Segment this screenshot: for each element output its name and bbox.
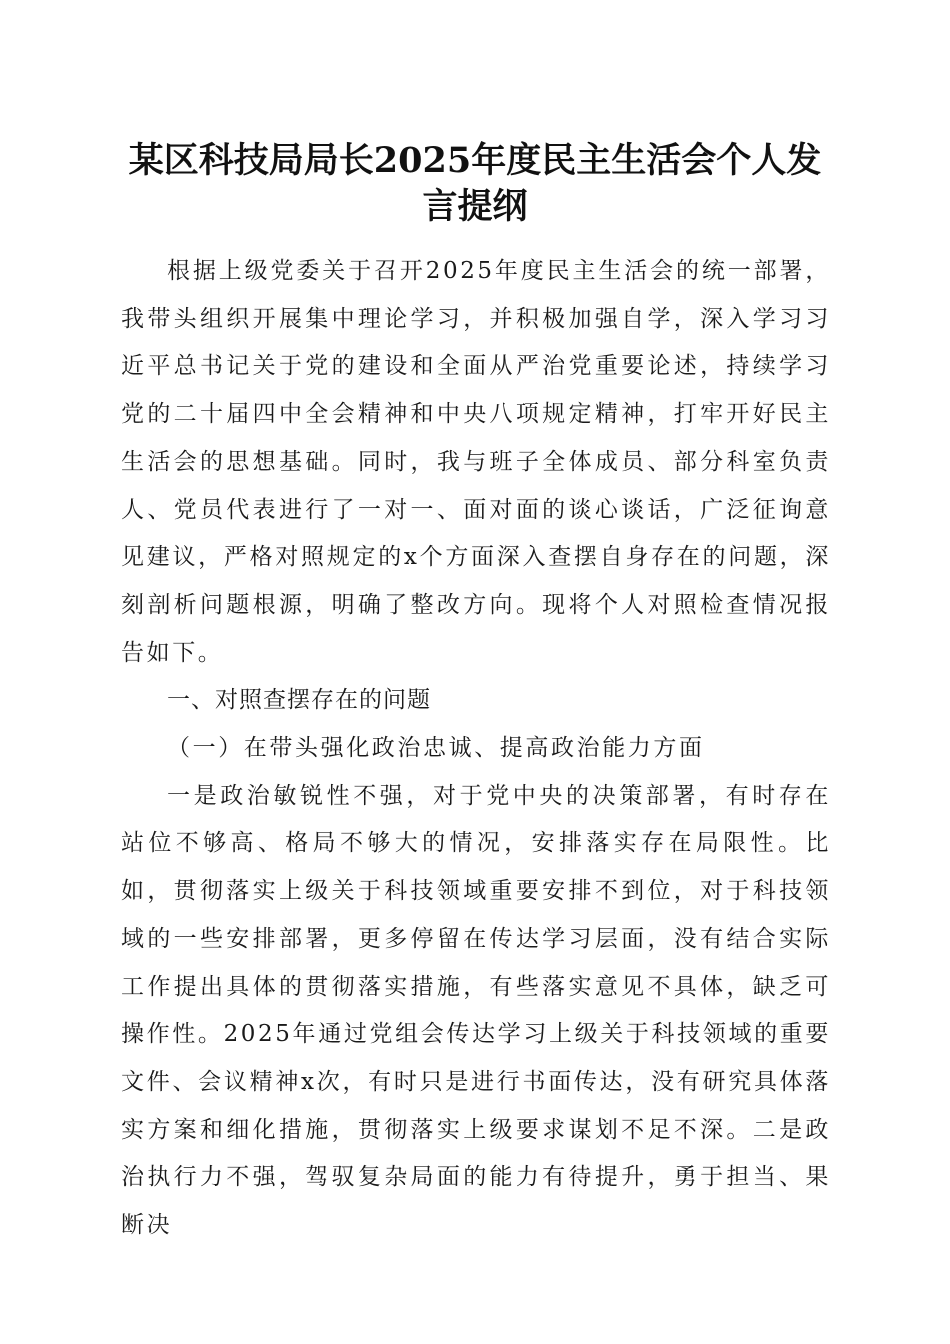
section-heading-1: 一、对照查摆存在的问题 xyxy=(167,687,431,714)
subsection-heading-1: （一）在带头强化政治忠诚、提高政治能力方面 xyxy=(167,735,705,762)
document-title: 某区科技局局长2025年度民主生活会个人发言提纲 xyxy=(128,140,822,227)
body-paragraph: 一是政治敏锐性不强，对于党中央的决策部署，有时存在站位不够高、格局不够大的情况，安排落实存在局限性。比如，贯彻落实上级关于科技领域重要安排不到位，对于科技领域的一些安排部署，更多停留在传达学习层面，没有结合实际工作提出具体的贯彻落实措施，有些落实意见不具体，缺乏可操作性。2025年通过党组会传达学习上级关于科技领域的重要文件、会议精神x次，有时只是进行书面传达，没有研究具体落实方案和细化措施，贯彻落实上级要求谋划不足不深。二是政治执行力不强，驾驭复杂局面的能力有待提升，勇于担当、果断决 xyxy=(121,782,831,1239)
document-body xyxy=(121,248,831,1250)
intro-paragraph: 根据上级党委关于召开2025年度民主生活会的统一部署，我带头组织开展集中理论学习，并积极加强自学，深入学习习近平总书记关于党的建设和全面从严治党重要论述，持续学习党的二十届四中全会精神和中央八项规定精神，打牢开好民主生活会的思想基础。同时，我与班子全体成员、部分科室负责人、党员代表进行了一对一、面对面的谈心谈话，广泛征询意见建议，严格对照规定的x个方面深入查摆自身存在的问题，深刻剖析问题根源，明确了整改方向。现将个人对照检查情况报告如下。 xyxy=(121,258,831,666)
